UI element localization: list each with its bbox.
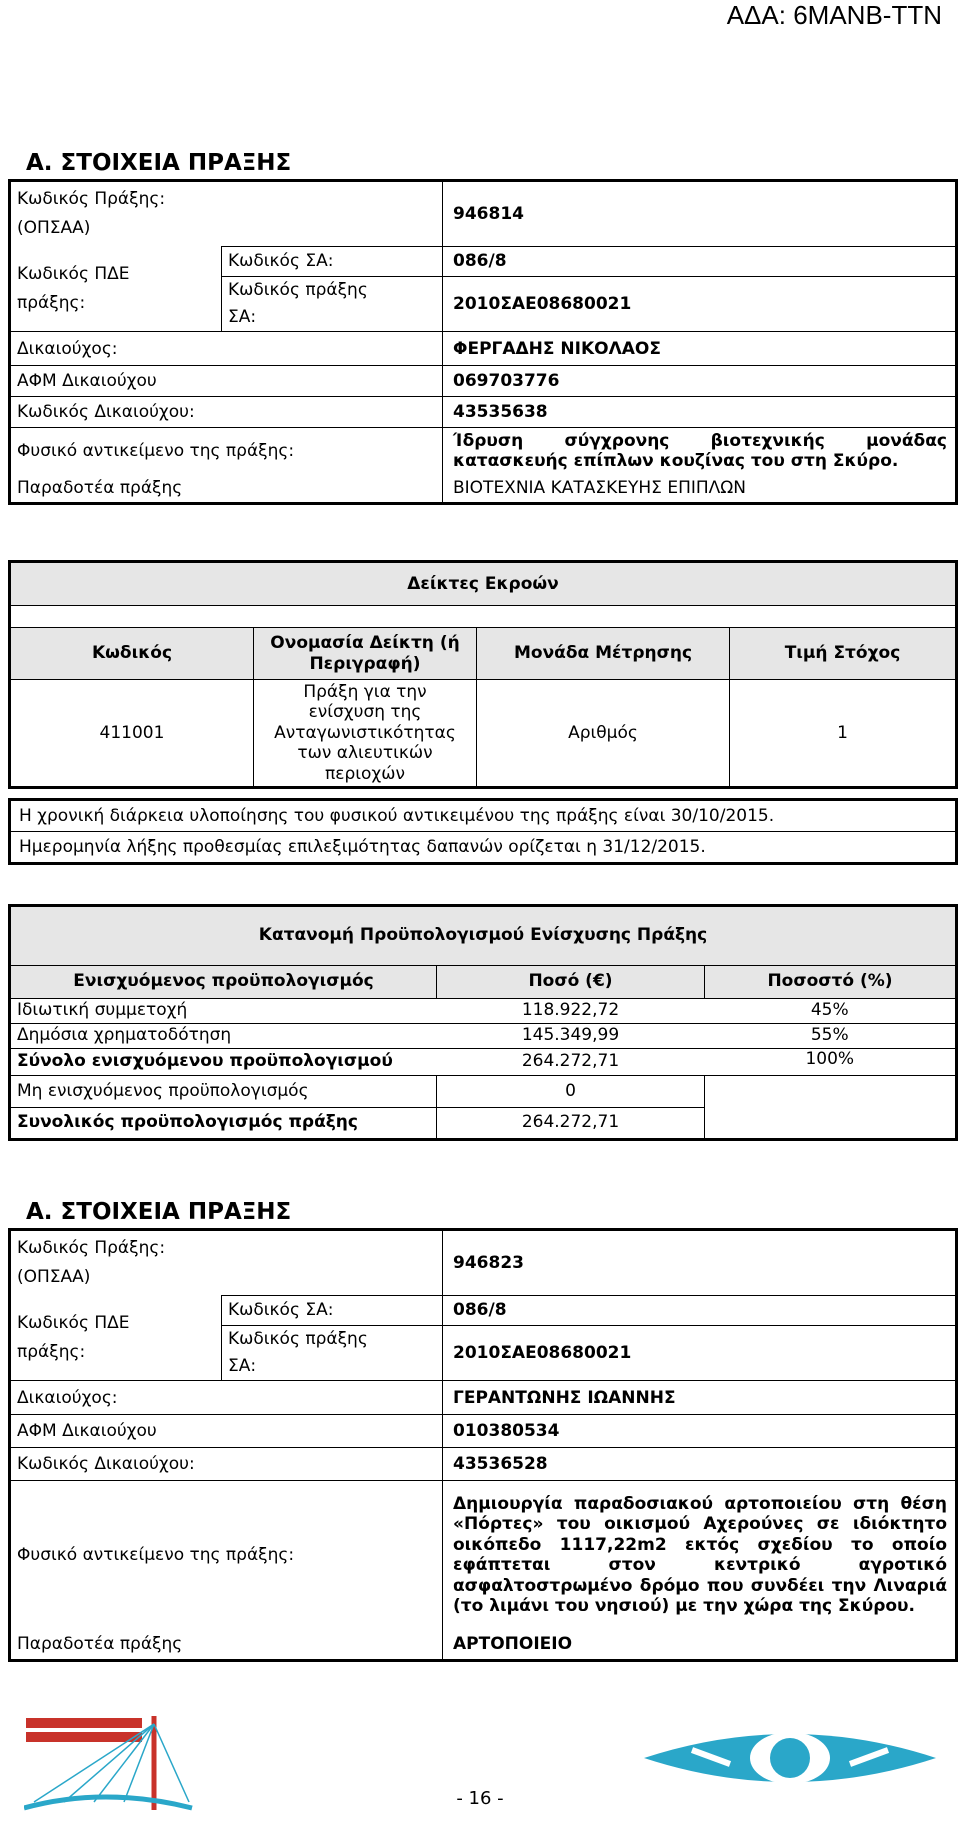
afm-value: 069703776 xyxy=(443,366,957,397)
budget-label: Ιδιωτική συμμετοχή xyxy=(10,999,437,1024)
action-info-table-1 xyxy=(8,179,958,505)
sa-code-value: 086/8 xyxy=(443,1296,957,1326)
budget-amount: 118.922,72 xyxy=(437,999,705,1024)
section-title: Α. ΣΤΟΙΧΕΙΑ ΠΡΑΞΗΣ xyxy=(26,1199,292,1225)
beneficiary-code-label: Κωδικός Δικαιούχου: xyxy=(10,1448,443,1481)
sa-action-label: Κωδικός πράξης ΣΑ: xyxy=(222,1326,443,1381)
table-row xyxy=(10,1049,957,1076)
budget-amount: 0 xyxy=(437,1076,705,1108)
col-desc: Ονομασία Δείκτη (ή Περιγραφή) xyxy=(254,628,477,680)
eye-logo-icon xyxy=(640,1720,940,1792)
col-budget: Ενισχυόμενος προϋπολογισμός xyxy=(10,966,437,999)
budget-label: Συνολικός προϋπολογισμός πράξης xyxy=(10,1108,437,1140)
sa-action-value: 2010ΣΑΕ08680021 xyxy=(443,1326,957,1381)
col-percent: Ποσοστό (%) xyxy=(705,966,957,999)
col-target: Τιμή Στόχος xyxy=(730,628,957,680)
code-label: Κωδικός Πράξης: (ΟΠΣΑΑ) xyxy=(17,1238,166,1287)
table-row xyxy=(10,680,957,788)
beneficiary-code-label: Κωδικός Δικαιούχου: xyxy=(10,397,443,428)
col-unit: Μονάδα Μέτρησης xyxy=(477,628,730,680)
code-value: 946814 xyxy=(443,181,957,247)
afm-value: 010380534 xyxy=(443,1415,957,1448)
code-label: Κωδικός Πράξης: (ΟΠΣΑΑ) xyxy=(17,189,166,238)
eye-logo xyxy=(640,1720,940,1797)
indicators-caption: Δείκτες Εκροών xyxy=(10,562,957,606)
sa-code-label: Κωδικός ΣΑ: xyxy=(222,1296,443,1326)
dates-notes xyxy=(8,798,958,865)
code-value: 946823 xyxy=(443,1230,957,1296)
object-label: Φυσικό αντικείμενο της πράξης: xyxy=(10,1481,443,1629)
indicator-code: 411001 xyxy=(10,680,254,788)
beneficiary-value: ΓΕΡΑΝΤΩΝΗΣ ΙΩΑΝΝΗΣ xyxy=(443,1381,957,1415)
action-info-table-2 xyxy=(8,1228,958,1662)
beneficiary-label: Δικαιούχος: xyxy=(10,332,443,366)
ada-code: ΑΔΑ: 6ΜΑΝΒ-ΤΤΝ xyxy=(726,0,942,30)
budget-label: Σύνολο ενισχυόμενου προϋπολογισμού xyxy=(10,1049,437,1076)
afm-label: ΑΦΜ Δικαιούχου xyxy=(10,1415,443,1448)
duration-note: Η χρονική διάρκεια υλοποίησης του φυσικού αντικειμένου της πράξης είναι 30/10/2015. xyxy=(19,806,775,826)
page-number: - 16 - xyxy=(456,1788,504,1809)
deliverables-value: ΒΙΟΤΕΧΝΙΑ ΚΑΤΑΣΚΕΥΗΣ ΕΠΙΠΛΩΝ xyxy=(443,474,957,504)
section-title: Α. ΣΤΟΙΧΕΙΑ ΠΡΑΞΗΣ xyxy=(26,150,292,176)
budget-label: Μη ενισχυόμενος προϋπολογισμός xyxy=(10,1076,437,1108)
budget-table xyxy=(8,904,958,1141)
table-row xyxy=(10,1076,957,1108)
beneficiary-value: ΦΕΡΓΑΔΗΣ ΝΙΚΟΛΑΟΣ xyxy=(443,332,957,366)
object-value: Ίδρυση σύγχρονης βιοτεχνικής μονάδας κατασκευής επίπλων κουζίνας του στη Σκύρο. xyxy=(443,428,957,474)
table-row xyxy=(10,1024,957,1049)
deadline-note: Ημερομηνία λήξης προθεσμίας επιλεξιμότητας δαπανών ορίζεται η 31/12/2015. xyxy=(11,831,955,862)
budget-label: Δημόσια χρηματοδότηση xyxy=(10,1024,437,1049)
table-row xyxy=(10,999,957,1024)
deliverables-label: Παραδοτέα πράξης xyxy=(17,477,183,498)
object-value: Δημιουργία παραδοσιακού αρτοποιείου στη θέση «Πόρτες» του οικισμού Αχερούνες σε ιδιόκτητο οικόπεδο 1117,22m2 εκτός σχεδίου το οποίο εφάπτεται στον κεντρικό αγροτικό ασφαλτοστρωμένο δρόμο που συνδέει την Λιναριά (το λιμάνι του νησιού) με την χώρα της Σκύρου. xyxy=(443,1481,957,1629)
budget-amount: 264.272,71 xyxy=(437,1049,705,1076)
indicator-unit: Αριθμός xyxy=(477,680,730,788)
budget-caption: Κατανομή Προϋπολογισμού Ενίσχυσης Πράξης xyxy=(10,906,957,966)
sa-code-value: 086/8 xyxy=(443,247,957,277)
deliverables-label: Παραδοτέα πράξης xyxy=(17,1633,183,1654)
col-amount: Ποσό (€) xyxy=(437,966,705,999)
sa-action-label: Κωδικός πράξης ΣΑ: xyxy=(222,277,443,332)
budget-percent: 45% xyxy=(705,999,957,1024)
budget-percent: 55% xyxy=(705,1024,957,1049)
sa-action-value: 2010ΣΑΕ08680021 xyxy=(443,277,957,332)
indicator-desc: Πράξη για την ενίσχυση της Ανταγωνιστικότητας των αλιευτικών περιοχών xyxy=(254,680,477,788)
pde-label: Κωδικός ΠΔΕ πράξης: xyxy=(17,1313,130,1362)
beneficiary-label: Δικαιούχος: xyxy=(10,1381,443,1415)
budget-percent: 100% xyxy=(705,1049,957,1076)
deliverables-value: ΑΡΤΟΠΟΙΕΙΟ xyxy=(443,1629,957,1661)
object-label: Φυσικό αντικείμενο της πράξης: xyxy=(10,428,443,474)
afm-label: ΑΦΜ Δικαιούχου xyxy=(10,366,443,397)
pde-label: Κωδικός ΠΔΕ πράξης: xyxy=(17,264,130,313)
col-code: Κωδικός xyxy=(10,628,254,680)
budget-amount: 145.349,99 xyxy=(437,1024,705,1049)
budget-amount: 264.272,71 xyxy=(437,1108,705,1140)
beneficiary-code-value: 43536528 xyxy=(443,1448,957,1481)
sa-code-label: Κωδικός ΣΑ: xyxy=(222,247,443,277)
indicator-target: 1 xyxy=(730,680,957,788)
output-indicators-table xyxy=(8,560,958,789)
beneficiary-code-value: 43535638 xyxy=(443,397,957,428)
